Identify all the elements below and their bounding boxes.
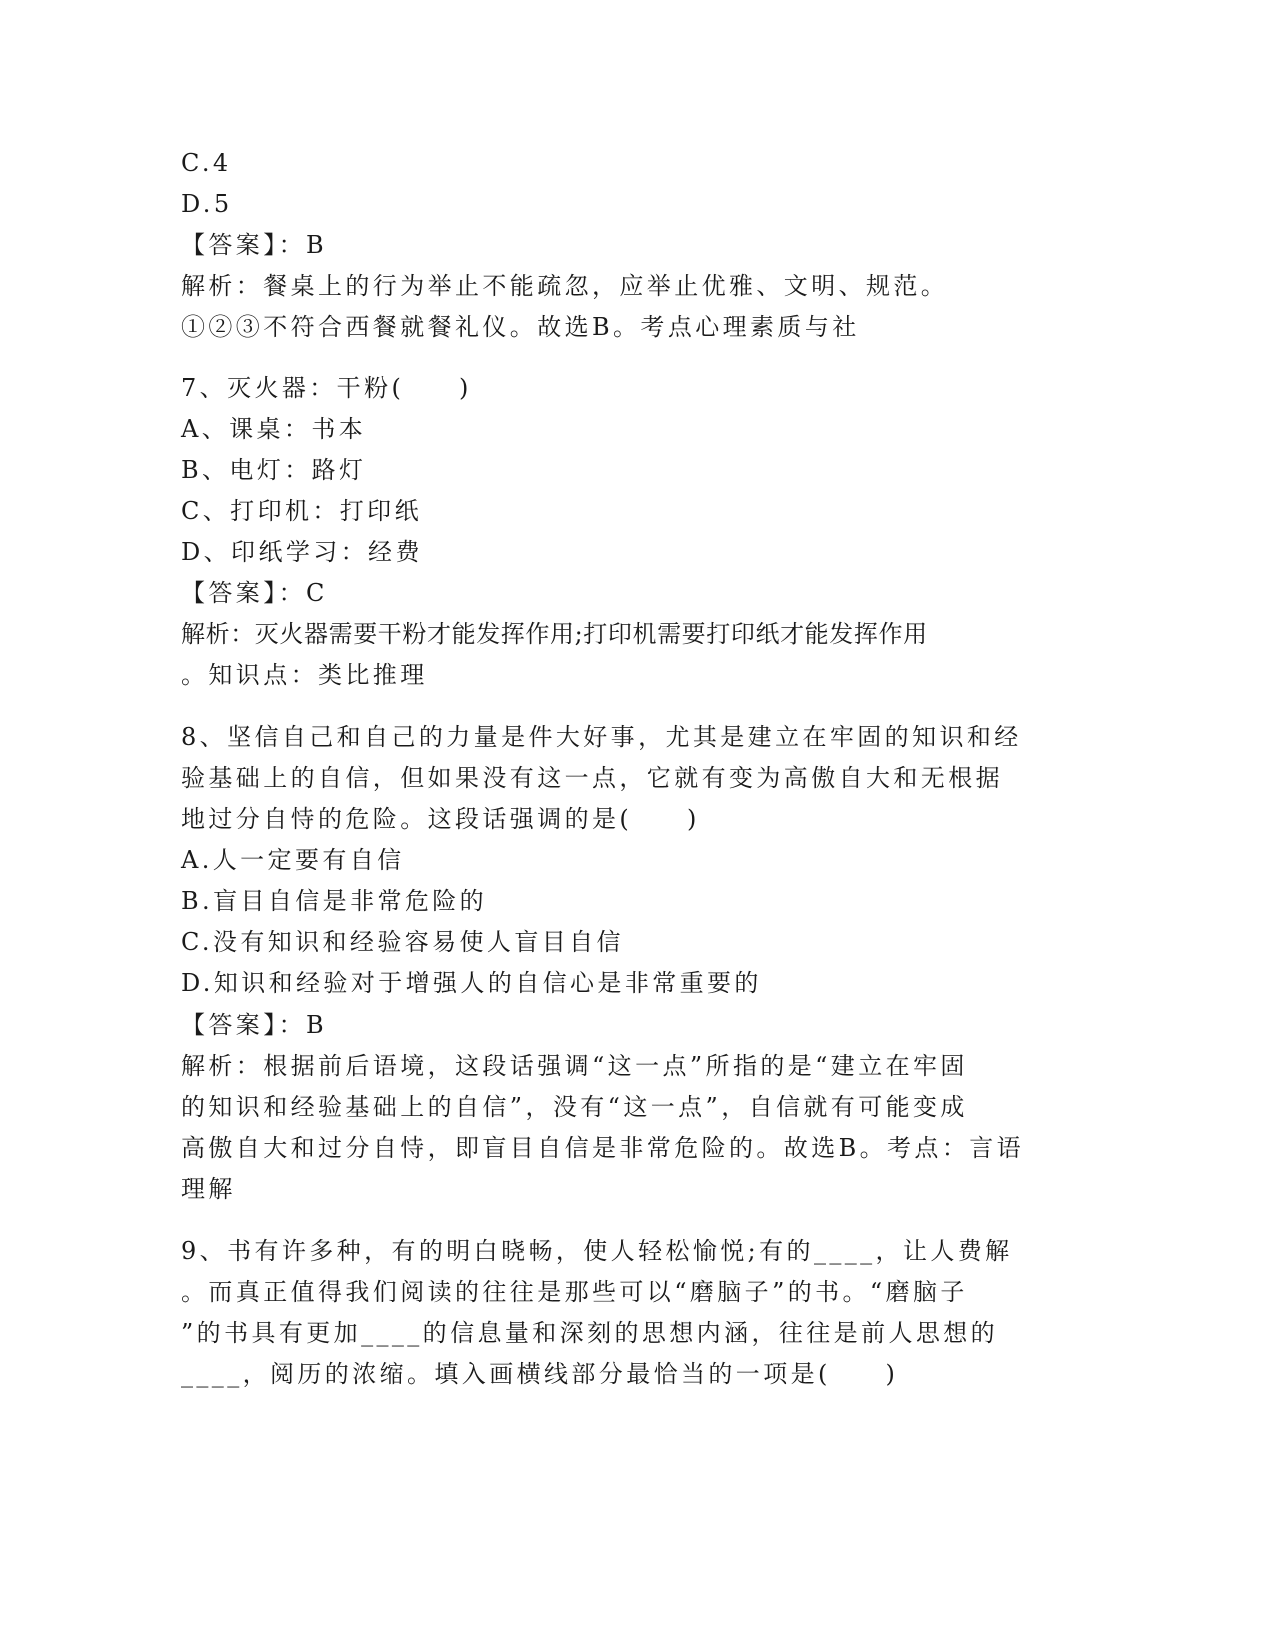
option-d-q8: D.知识和经验对于增强人的自信心是非常重要的 (181, 969, 762, 997)
question-8-stem-line-3: 地过分自恃的危险。这段话强调的是( ) (181, 805, 700, 833)
analysis-q7-line-1: 解析：灭火器需要干粉才能发挥作用;打印机需要打印纸才能发挥作用 (181, 620, 928, 648)
question-9-stem-line-1: 9、书有许多种，有的明白晓畅，使人轻松愉悦;有的____，让人费解 (181, 1237, 1013, 1265)
analysis-q6-line-2: ①②③不符合西餐就餐礼仪。故选B。考点心理素质与社 (181, 313, 860, 341)
option-b-q8: B.盲目自信是非常危险的 (181, 887, 488, 915)
option-c-q8: C.没有知识和经验容易使人盲目自信 (181, 928, 624, 956)
question-9-stem-line-2: 。而真正值得我们阅读的往往是那些可以“磨脑子”的书。“磨脑子 (181, 1278, 968, 1306)
analysis-q6-line-1: 解析：餐桌上的行为举止不能疏忽，应举止优雅、文明、规范。 (181, 272, 949, 300)
analysis-q7-line-2: 。知识点：类比推理 (181, 661, 428, 689)
question-7-stem: 7、灭火器：干粉( ) (181, 374, 472, 402)
answer-q7: 【答案】：C (181, 579, 328, 607)
option-a-q7: A、课桌：书本 (181, 415, 367, 443)
option-b-q7: B、电灯：路灯 (181, 456, 367, 484)
question-9-stem-line-3: ”的书具有更加____的信息量和深刻的思想内涵，往往是前人思想的 (181, 1319, 999, 1347)
question-8-stem-line-2: 验基础上的自信，但如果没有这一点，它就有变为高傲自大和无根据 (181, 764, 1003, 792)
analysis-q8-line-2: 的知识和经验基础上的自信”，没有“这一点”，自信就有可能变成 (181, 1093, 968, 1121)
option-a-q8: A.人一定要有自信 (181, 846, 405, 874)
analysis-q8-line-1: 解析：根据前后语境，这段话强调“这一点”所指的是“建立在牢固 (181, 1052, 968, 1080)
option-d-q6: D.5 (181, 190, 233, 218)
answer-q8: 【答案】：B (181, 1011, 328, 1039)
option-d-q7: D、印纸学习：经费 (181, 538, 423, 566)
option-c-q7: C、打印机：打印纸 (181, 497, 422, 525)
analysis-q8-line-3: 高傲自大和过分自恃，即盲目自信是非常危险的。故选B。考点：言语 (181, 1134, 1025, 1162)
option-c-q6: C.4 (181, 149, 232, 177)
analysis-q8-line-4: 理解 (181, 1175, 236, 1203)
question-9-stem-line-4: ____，阅历的浓缩。填入画横线部分最恰当的一项是( ) (181, 1360, 899, 1388)
question-8-stem-line-1: 8、坚信自己和自己的力量是件大好事，尤其是建立在牢固的知识和经 (181, 723, 1022, 751)
answer-q6: 【答案】：B (181, 231, 328, 259)
